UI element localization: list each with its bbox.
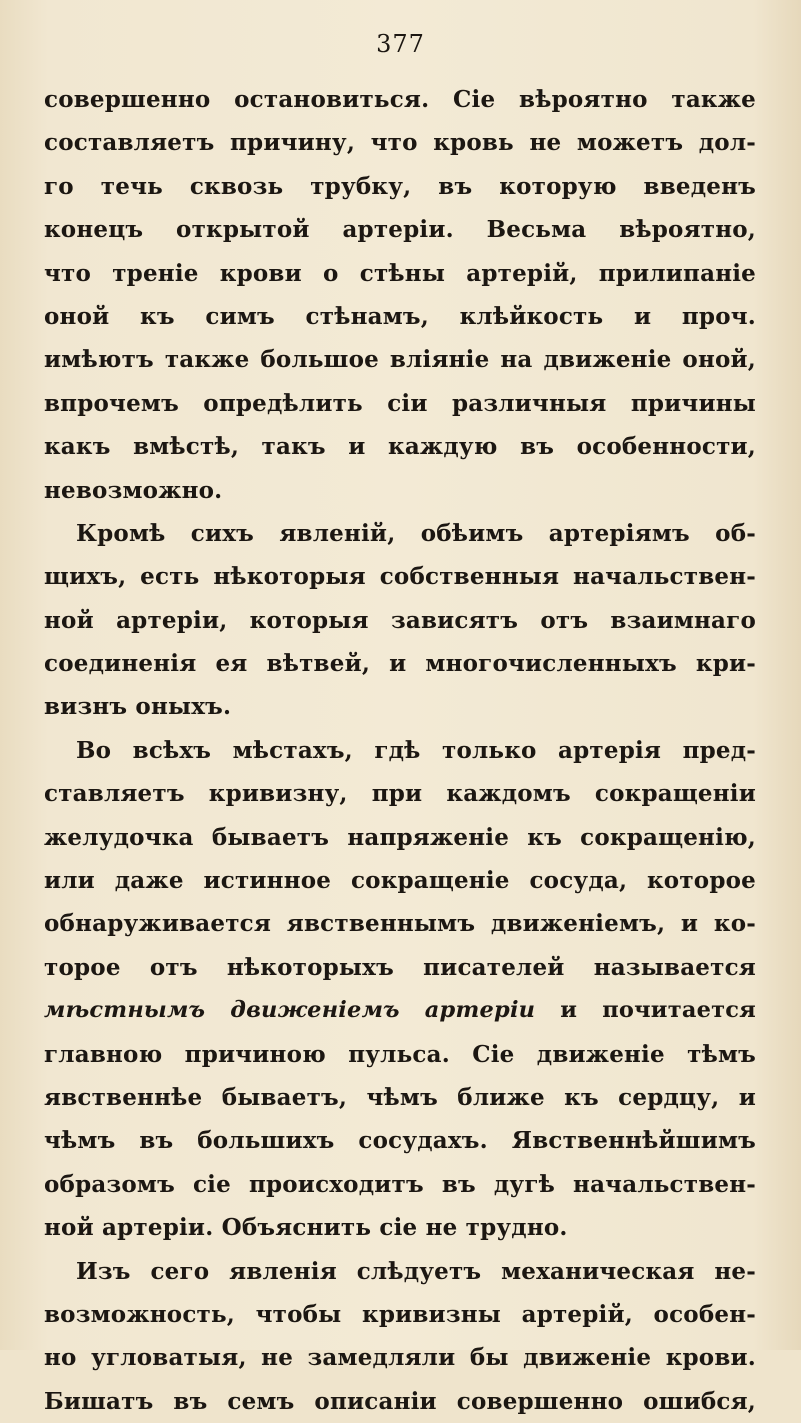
- text-line: невозможно.: [44, 476, 223, 504]
- text-line: оной къ симъ стѣнамъ, клѣйкость и проч.: [44, 302, 756, 330]
- text-line: чѣмъ въ большихъ сосудахъ. Явственнѣйшимъ: [44, 1127, 756, 1155]
- text-line: совершенно остановиться. Сіе вѣроятно также: [44, 86, 756, 113]
- text-line: какъ вмѣстѣ, такъ и каждую въ особенности,: [44, 433, 756, 461]
- text-line: соединенія ея вѣтвей, и многочисленныхъ кри-: [44, 650, 756, 678]
- text-line: образомъ сіе происходитъ въ дугѣ начальствен-: [44, 1170, 756, 1198]
- text-line: конецъ открытой артеріи. Весьма вѣроятно,: [44, 216, 756, 244]
- text-line: составляетъ причину, что кровь не можетъ дол-: [44, 129, 756, 157]
- text-line: го течь сквозь трубку, въ которую введенъ: [44, 172, 756, 200]
- text-line: Бишатъ въ семъ описаніи совершенно ошибся,: [44, 1387, 756, 1415]
- text-line: Кромѣ сихъ явленій, обѣимъ артеріямъ об-: [76, 519, 756, 547]
- text-line: возможность, чтобы кривизны артерій, особен-: [44, 1300, 756, 1328]
- text-line: имѣютъ также большое вліяніе на движеніе оной,: [44, 346, 756, 374]
- text-line: обнаруживается явственнымъ движеніемъ, и ко-: [44, 910, 756, 938]
- text-line: визнъ оныхъ.: [44, 693, 232, 721]
- text-line: Во всѣхъ мѣстахъ, гдѣ только артерія пред-: [76, 736, 756, 764]
- text-line: но угловатыя, не замедляли бы движеніе крови.: [44, 1344, 756, 1372]
- italic-term: мѣстнымъ движеніемъ артеріи: [44, 997, 536, 1024]
- text-line: торое отъ нѣкоторыхъ писателей называется: [44, 953, 756, 981]
- page-number: 377: [376, 30, 425, 58]
- text-line: или даже истинное сокращеніе сосуда, которое: [44, 867, 756, 895]
- text-segment: и почитается: [535, 997, 756, 1024]
- text-line: впрочемъ опредѣлить сіи различныя причины: [44, 389, 756, 417]
- text-line-mixed: [44, 989, 756, 1032]
- text-line: ставляетъ кривизну, при каждомъ сокращеніи: [44, 780, 756, 808]
- text-line: главною причиною пульса. Сіе движеніе тѣмъ: [44, 1040, 756, 1068]
- text-line: щихъ, есть нѣкоторыя собственныя начальствен-: [44, 563, 756, 591]
- text-line: ной артеріи. Объяснить сіе не трудно.: [44, 1214, 568, 1242]
- text-line: желудочка бываетъ напряженіе къ сокращенію,: [44, 823, 756, 851]
- text-line: явственнѣе бываетъ, чѣмъ ближе къ сердцу, и: [44, 1083, 756, 1111]
- body-text: [44, 78, 756, 1423]
- text-line: ной артеріи, которыя зависятъ отъ взаимнаго: [44, 606, 756, 634]
- text-line: что треніе крови о стѣны артерій, прилипаніе: [44, 259, 756, 287]
- text-line: Изъ сего явленія слѣдуетъ механическая не-: [76, 1257, 756, 1285]
